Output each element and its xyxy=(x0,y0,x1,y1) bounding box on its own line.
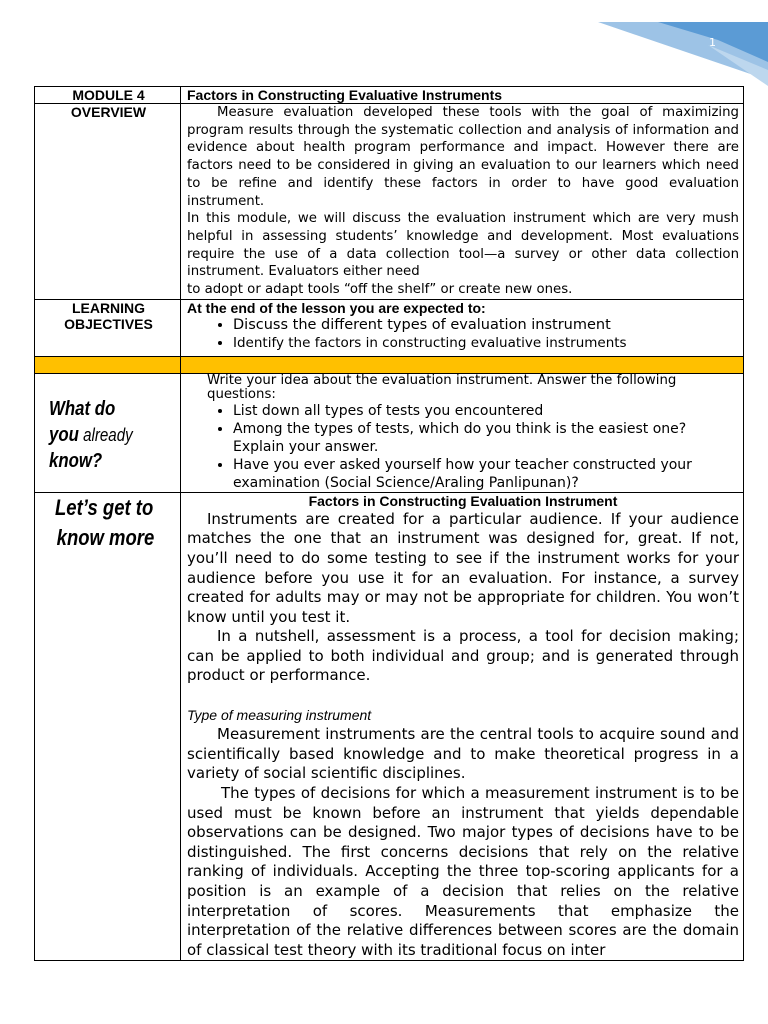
know-more-label xyxy=(35,492,181,961)
module-title: Factors in Constructing Evaluative Instruments xyxy=(181,87,744,104)
already-know-row xyxy=(35,373,744,492)
overview-para-2: In this module, we will discuss the evaluation instrument which are very mush helpful in assessing students’ knowledge and development. Most evaluations require the use of a data collection tool—a survey or other data collection instrument. Evaluators either need xyxy=(187,211,739,280)
know-more-line1: Let’s get to xyxy=(55,494,154,520)
module-table xyxy=(34,86,744,961)
question-item: • Among the types of tests, which do you think is the easiest one? Explain your answer. xyxy=(233,420,739,456)
know-more-label-text xyxy=(55,493,157,553)
already-know-label-text xyxy=(49,396,156,474)
know-more-para-4: The types of decisions for which a measurement instrument is to be used must be known before an instrument that yields dependable observations can be designed. Two major types of decisions have to be distinguished. The first concerns decisions that rely on the relative ranking of individuals. Accepting the three top-scoring applicants for a position is an example of a decision that relies on the relative interpretation of scores. Measurements that emphasize the interpretation of the relative differences between scores are the domain of classical test theory with its traditional focus on inter xyxy=(187,784,739,959)
page-number: 1 xyxy=(709,36,716,49)
know-more-line2: know more xyxy=(56,524,155,550)
module-label: MODULE 4 xyxy=(35,87,181,104)
spacer xyxy=(187,686,739,706)
question-item-3: Have you ever asked yourself how your teacher constructed your xyxy=(233,456,692,473)
overview-label: OVERVIEW xyxy=(35,104,181,300)
objectives-row xyxy=(35,299,744,356)
know-more-para-3: Measurement instruments are the central tools to acquire sound and scientifically based knowledge and to make theoretical progress in a variety of social scientific disciplines. xyxy=(187,725,739,783)
overview-content xyxy=(181,104,744,300)
corner-decoration xyxy=(568,0,768,90)
objectives-label xyxy=(35,299,181,356)
know-more-row xyxy=(35,492,744,961)
overview-para-3: to adopt or adapt tools “off the shelf” or create new ones. xyxy=(187,282,573,298)
already-know-line2 xyxy=(49,422,156,448)
overview-para-1: Measure evaluation developed these tools with the goal of maximizing program results through the systematic collection and analysis of information and evidence about health program performance and impact. However there are factors need to be considered in giving an evaluation to our learners which need to be refine and identify these factors in order to have good evaluation instrument. xyxy=(187,105,739,209)
objectives-list xyxy=(187,316,739,352)
know-more-content xyxy=(181,492,744,961)
overview-row xyxy=(35,104,744,300)
already-know-line3: know? xyxy=(49,449,103,472)
objectives-label-line2: OBJECTIVES xyxy=(64,315,153,332)
already-know-content xyxy=(181,373,744,492)
question-item-3-cont: examination (Social Science/Araling Panlipunan)? xyxy=(233,474,579,491)
objective-item: • Discuss the different types of evaluation instrument xyxy=(233,316,739,334)
objective-item: • Identify the factors in constructing evaluative instruments xyxy=(233,334,739,352)
already-know-line1: What do xyxy=(49,397,116,420)
know-more-subheading: Type of measuring instrument xyxy=(187,706,372,723)
already-know-line2a: you xyxy=(49,423,79,446)
objectives-label-line1: LEARNING xyxy=(71,299,146,316)
highlight-cell-right xyxy=(181,356,744,373)
know-more-para-2: In a nutshell, assessment is a process, a tool for decision making; can be applied to both individual and group; and is generated through product or performance. xyxy=(187,627,739,685)
already-know-label xyxy=(35,373,181,492)
highlight-cell-left xyxy=(35,356,181,373)
know-more-title: Factors in Constructing Evaluation Instrument xyxy=(308,492,618,509)
objectives-heading: At the end of the lesson you are expected to: xyxy=(187,299,486,316)
already-know-list xyxy=(207,402,739,492)
already-know-intro: Write your idea about the evaluation instrument. Answer the following questions: xyxy=(207,372,677,402)
question-item: • List down all types of tests you encountered xyxy=(233,402,739,420)
objectives-content xyxy=(181,299,744,356)
know-more-para-1: Instruments are created for a particular audience. If your audience matches the one that an instrument was designed for, great. If not, you’ll need to do some testing to see if the instrument works for your audience before you use it for an evaluation. For instance, a survey created for adults may or may not be appropriate for children. You won’t know until you test it. xyxy=(187,509,739,626)
highlight-row xyxy=(35,356,744,373)
question-item xyxy=(233,456,739,492)
module-row xyxy=(35,87,744,104)
already-know-line2b: already xyxy=(78,424,133,445)
